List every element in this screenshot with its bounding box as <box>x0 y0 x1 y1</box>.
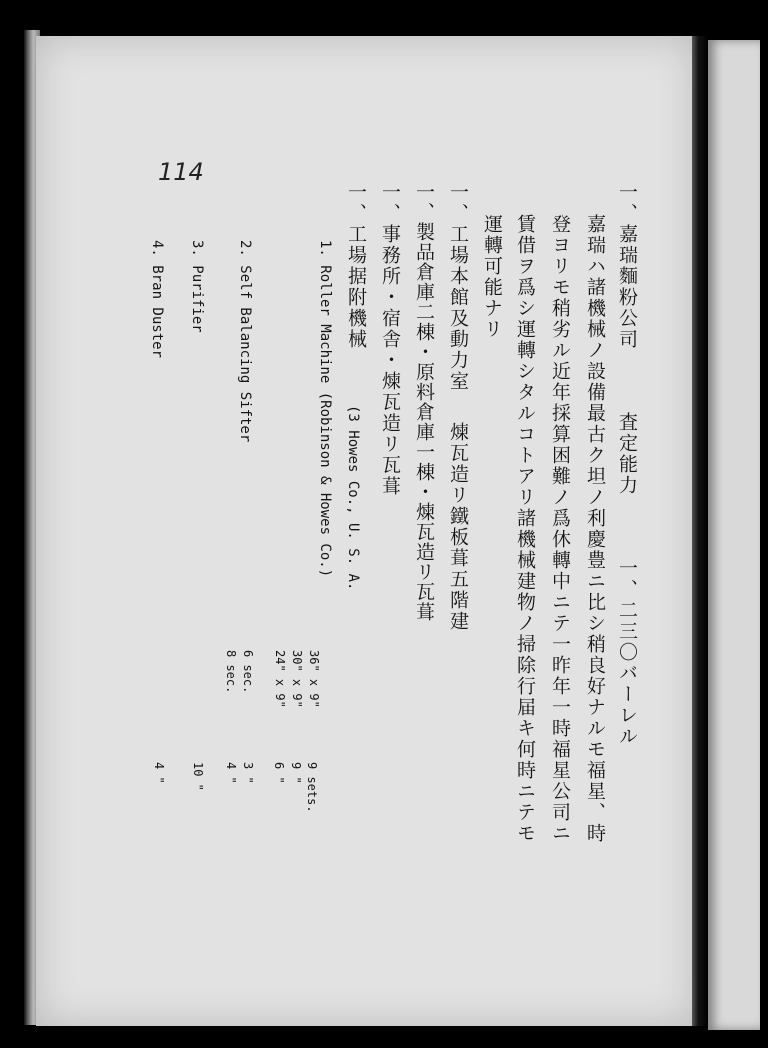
machines-heading <box>346 182 365 366</box>
machine-count: 6 " <box>272 762 286 784</box>
paragraph-line-1: 嘉瑞ハ諸機械ノ設備最古ク坦ノ利慶豊ニ比シ稍良好ナルモ福星、時 <box>584 214 606 844</box>
capacity-label: 査定能力 <box>616 412 638 496</box>
machines-maker: (3 Howes Co., U. S. A. <box>345 405 361 591</box>
building-row <box>448 182 467 632</box>
machine-size: 30" x 9" <box>290 650 304 708</box>
building-row: 一、事務所・宿舎・煉瓦造リ瓦葺 <box>379 182 401 497</box>
book-spine <box>692 36 708 1026</box>
machine-count: 4 " <box>224 762 238 784</box>
machine-name: 3. Purifier <box>189 240 205 333</box>
building-value: 煉瓦造リ鐵板葺五階建 <box>447 422 469 632</box>
company-name: 一、嘉瑞麵粉公司 <box>616 182 638 350</box>
machine-count: 9 sets. <box>305 762 319 813</box>
machine-count: 3 " <box>241 762 255 784</box>
machine-name: 4. Bran Duster <box>149 240 165 359</box>
machine-size: 36" x 9" <box>307 650 321 708</box>
machine-name: 2. Self Balancing Sifter <box>237 240 253 443</box>
machine-size: 8 sec. <box>224 650 238 694</box>
machine-name: 1. Roller Machine (Robinson & Howes Co.) <box>317 240 333 578</box>
machine-size: 24" x 9" <box>273 650 287 708</box>
machines-heading-label: 一、工場据附機械 <box>345 182 367 350</box>
paragraph-line-3: 賃借ヲ爲シ運轉シタルコトアリ諸機械建物ノ掃除行届キ何時ニテモ <box>514 214 536 844</box>
heading-row <box>617 182 636 747</box>
machine-count: 4 " <box>152 762 166 784</box>
capacity-value: 一、二三〇バーレル <box>616 558 638 747</box>
machine-count: 10 " <box>191 762 205 791</box>
machine-size: 6 sec. <box>241 650 255 694</box>
paragraph-line-2: 登ヨリモ稍劣ル近年採算困難ノ爲休轉中ニテ一昨年一時福星公司ニ <box>549 214 571 844</box>
building-row: 一、製品倉庫二棟・原料倉庫一棟・煉瓦造リ瓦葺 <box>413 182 435 622</box>
building-label: 一、工場本館及動力室 <box>447 182 469 392</box>
page-number: 114 <box>158 158 204 186</box>
adjacent-page <box>708 40 760 1030</box>
machine-count: 9 " <box>289 762 303 784</box>
paragraph-line-4: 運轉可能ナリ <box>481 214 503 340</box>
